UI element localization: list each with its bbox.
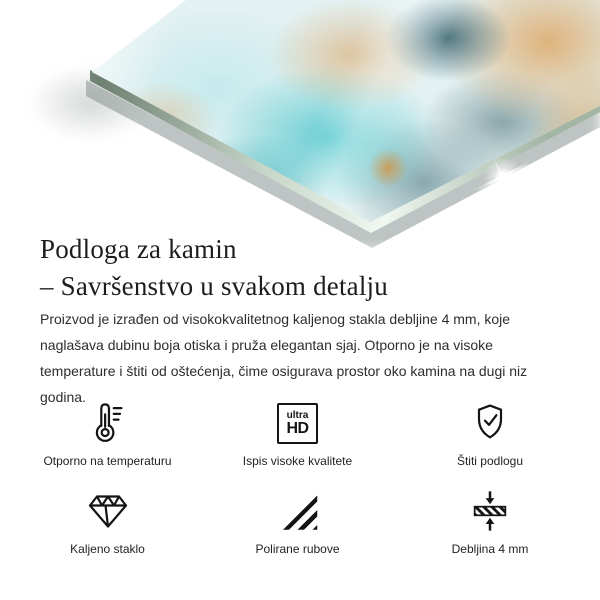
feature-label: Polirane rubove <box>255 542 340 556</box>
feature-label: Otporno na temperaturu <box>43 454 172 468</box>
feature-temperature <box>20 397 195 485</box>
feature-label: Štiti podlogu <box>456 454 524 468</box>
product-description: Proizvod je izrađen od visokokvalitetnog kaljenog stakla debljine 4 mm, koje naglašava dubinu boja otiska i pruža elegantan sjaj. Otporno je na visoke temperature i štiti od oštećenja, čime osigurava prostor oko kamina na dugi niz godina. <box>40 311 528 405</box>
uhd-text-top: ultra <box>286 409 309 421</box>
feature-label: Ispis visoke kvalitete <box>242 454 353 468</box>
thermometer-icon <box>85 397 131 449</box>
page-title-line2: – Savršenstvo u svakom detalju <box>40 271 388 301</box>
shield-check-icon <box>468 397 512 449</box>
diamond-icon <box>86 485 130 537</box>
feature-print-quality <box>195 397 400 485</box>
feature-grid <box>20 397 580 556</box>
page-title <box>40 231 388 305</box>
page-title-line1: Podloga za kamin <box>40 234 237 264</box>
product-photo <box>0 0 600 250</box>
feature-label: Debljina 4 mm <box>451 542 529 556</box>
feature-polished-edges <box>195 485 400 556</box>
polished-edges-icon <box>277 485 319 537</box>
feature-tempered-glass <box>20 485 195 556</box>
thickness-icon <box>467 485 513 537</box>
feature-thickness <box>400 485 580 556</box>
ultra-hd-icon <box>277 397 318 449</box>
sparkle-highlight <box>471 145 535 209</box>
feature-label: Kaljeno staklo <box>70 542 145 556</box>
uhd-text-bottom: HD <box>286 419 309 437</box>
feature-protects <box>400 397 580 485</box>
